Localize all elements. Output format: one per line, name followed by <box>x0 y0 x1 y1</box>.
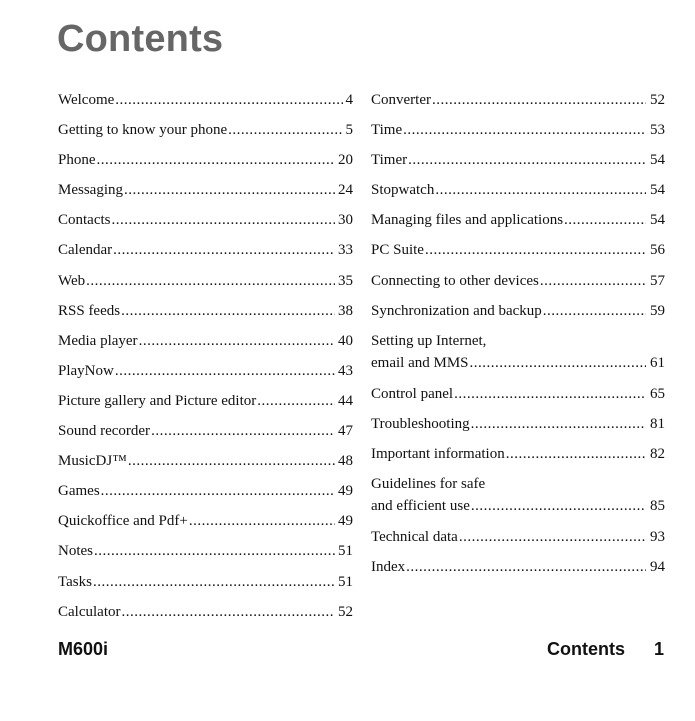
toc-entry-page: 82 <box>650 445 665 462</box>
toc-entry-page: 53 <box>650 122 665 139</box>
toc-leader-dots <box>432 89 646 112</box>
toc-entry-title: Games <box>58 483 100 500</box>
toc-entry-title: Picture gallery and Picture editor <box>58 392 257 409</box>
toc-leader-dots <box>403 119 646 142</box>
toc-entry-troubleshooting[interactable] <box>371 413 665 443</box>
toc-entry-picture-gallery[interactable] <box>58 390 353 420</box>
toc-entry-title: Welcome <box>58 92 115 108</box>
toc-entry-page: 56 <box>650 242 665 259</box>
toc-entry-tasks[interactable] <box>58 571 353 601</box>
toc-leader-dots <box>139 330 335 353</box>
toc-leader-dots <box>454 383 646 406</box>
toc-entry-page: 54 <box>650 182 665 199</box>
toc-entry-technical-data[interactable] <box>371 526 665 556</box>
toc-leader-dots <box>128 450 335 473</box>
toc-entry-title: Synchronization and backup <box>371 302 542 319</box>
toc-entry-synchronization[interactable] <box>371 300 665 330</box>
toc-entry-page: 49 <box>338 483 353 500</box>
toc-leader-dots <box>406 556 646 579</box>
toc-entry-line2 <box>371 352 665 374</box>
toc-entry-page: 44 <box>338 392 353 409</box>
toc-entry-welcome[interactable] <box>58 89 353 119</box>
toc-leader-dots <box>94 540 335 563</box>
toc-entry-index[interactable] <box>371 556 665 586</box>
toc-leader-dots <box>257 390 335 413</box>
toc-leader-dots <box>121 601 335 624</box>
toc-entry-title: Tasks <box>58 573 92 590</box>
footer-model-name: M600i <box>58 639 109 659</box>
toc-leader-dots <box>470 352 647 374</box>
toc-left-column <box>58 89 353 631</box>
toc-entry-playnow[interactable] <box>58 360 353 390</box>
toc-entry-page: 61 <box>650 354 665 371</box>
toc-entry-sound-recorder[interactable] <box>58 420 353 450</box>
toc-entry-web[interactable] <box>58 270 353 300</box>
toc-leader-dots <box>189 510 335 533</box>
toc-entry-title: Phone <box>58 152 96 169</box>
toc-leader-dots <box>425 239 646 262</box>
toc-right-column <box>371 89 665 586</box>
toc-entry-phone[interactable] <box>58 149 353 179</box>
toc-entry-title: Managing files and applications <box>371 212 564 229</box>
page-title: Contents <box>57 18 224 60</box>
toc-leader-dots <box>112 209 336 232</box>
toc-leader-dots <box>435 179 646 202</box>
toc-entry-page: 24 <box>338 182 353 199</box>
toc-entry-page: 48 <box>338 453 353 470</box>
toc-entry-title: Sound recorder <box>58 423 151 440</box>
toc-entry-timer[interactable] <box>371 149 665 179</box>
toc-entry-page: 65 <box>650 385 665 402</box>
toc-leader-dots <box>151 420 335 443</box>
toc-entry-line2 <box>371 495 665 517</box>
toc-leader-dots <box>113 239 335 262</box>
toc-entry-title: Converter <box>371 92 431 108</box>
toc-entry-page: 33 <box>338 242 353 259</box>
toc-entry-page: 38 <box>338 302 353 319</box>
toc-entry-page: 81 <box>650 415 665 432</box>
toc-leader-dots <box>459 526 646 549</box>
toc-entry-internet-setup[interactable] <box>371 330 665 383</box>
toc-entry-musicdj[interactable] <box>58 450 353 480</box>
toc-entry-title: Index <box>371 559 406 576</box>
toc-leader-dots <box>121 300 335 323</box>
toc-entry-converter[interactable] <box>371 89 665 119</box>
toc-leader-dots <box>540 270 646 293</box>
toc-entry-title: Troubleshooting <box>371 415 470 432</box>
toc-entry-page: 54 <box>650 152 665 169</box>
toc-entry-title: Web <box>58 272 86 289</box>
toc-entry-page: 57 <box>650 272 665 289</box>
toc-entry-getting-to-know[interactable] <box>58 119 353 149</box>
toc-leader-dots <box>115 360 335 383</box>
toc-entry-title: Stopwatch <box>371 182 435 199</box>
toc-entry-title: Important information <box>371 445 505 462</box>
toc-entry-title: Calculator <box>58 603 121 620</box>
toc-entry-title-line1: Setting up Internet, <box>371 332 487 349</box>
toc-entry-title: PlayNow <box>58 362 114 379</box>
toc-entry-title: Notes <box>58 543 93 560</box>
toc-entry-time[interactable] <box>371 119 665 149</box>
toc-entry-page: 30 <box>338 212 353 229</box>
toc-entry-rss-feeds[interactable] <box>58 300 353 330</box>
toc-leader-dots <box>471 413 646 436</box>
toc-entry-games[interactable] <box>58 480 353 510</box>
toc-entry-pc-suite[interactable] <box>371 239 665 269</box>
toc-entry-title: RSS feeds <box>58 302 121 319</box>
toc-entry-title: Getting to know your phone <box>58 122 228 139</box>
toc-entry-title: Technical data <box>371 529 458 546</box>
toc-entry-title: Timer <box>371 152 408 169</box>
toc-entry-page: 43 <box>338 362 353 379</box>
toc-entry-page: 49 <box>338 513 353 530</box>
toc-leader-dots <box>124 179 335 202</box>
toc-entry-page: 35 <box>338 272 353 289</box>
toc-entry-connecting[interactable] <box>371 270 665 300</box>
toc-entry-page: 94 <box>650 559 665 576</box>
toc-entry-page: 4 <box>345 92 353 108</box>
toc-entry-stopwatch[interactable] <box>371 179 665 209</box>
toc-entry-page: 93 <box>650 529 665 546</box>
footer-section-name: Contents <box>547 639 625 659</box>
toc-entry-title: Time <box>371 122 403 139</box>
toc-entry-managing-files[interactable] <box>371 209 665 239</box>
toc-entry-notes[interactable] <box>58 540 353 570</box>
toc-entry-title: Calendar <box>58 242 113 259</box>
toc-entry-title-line2: email and MMS <box>371 354 469 371</box>
toc-leader-dots <box>86 270 335 293</box>
toc-entry-title-line1: Guidelines for safe <box>371 476 486 493</box>
footer-page-number: 1 <box>654 639 665 659</box>
toc-entry-page: 59 <box>650 302 665 319</box>
toc-leader-dots <box>543 300 646 323</box>
toc-entry-title: Control panel <box>371 385 454 402</box>
toc-entry-messaging[interactable] <box>58 179 353 209</box>
toc-entry-page: 47 <box>338 423 353 440</box>
toc-leader-dots <box>408 149 646 172</box>
toc-entry-calculator[interactable] <box>58 601 353 631</box>
toc-entry-title: Quickoffice and Pdf+ <box>58 513 188 530</box>
toc-entry-page: 20 <box>338 152 353 169</box>
toc-entry-title: Media player <box>58 332 138 349</box>
toc-entry-quickoffice[interactable] <box>58 510 353 540</box>
toc-entry-title: Connecting to other devices <box>371 272 539 289</box>
toc-leader-dots <box>471 495 646 517</box>
toc-entry-guidelines[interactable] <box>371 473 665 526</box>
toc-entry-title: PC Suite <box>371 242 424 259</box>
toc-entry-contacts[interactable] <box>58 209 353 239</box>
toc-leader-dots <box>228 119 342 142</box>
toc-entry-page: 40 <box>338 332 353 349</box>
toc-entry-title: Messaging <box>58 182 123 199</box>
toc-entry-page: 85 <box>650 498 665 515</box>
toc-leader-dots <box>93 571 335 594</box>
toc-entry-control-panel[interactable] <box>371 383 665 413</box>
toc-entry-calendar[interactable] <box>58 239 353 269</box>
toc-entry-page: 51 <box>338 573 353 590</box>
toc-leader-dots <box>506 443 646 466</box>
toc-entry-page: 52 <box>650 92 665 108</box>
toc-entry-title: MusicDJ™ <box>58 453 127 470</box>
toc-entry-page: 54 <box>650 212 665 229</box>
toc-entry-title: Contacts <box>58 212 111 229</box>
toc-leader-dots <box>564 209 646 232</box>
toc-entry-title-line2: and efficient use <box>371 498 470 515</box>
toc-leader-dots <box>97 149 336 172</box>
toc-entry-page: 51 <box>338 543 353 560</box>
toc-entry-page: 52 <box>338 603 353 620</box>
toc-leader-dots <box>115 89 342 112</box>
toc-entry-media-player[interactable] <box>58 330 353 360</box>
toc-entry-important-info[interactable] <box>371 443 665 473</box>
toc-leader-dots <box>101 480 335 503</box>
toc-entry-page: 5 <box>345 122 353 139</box>
